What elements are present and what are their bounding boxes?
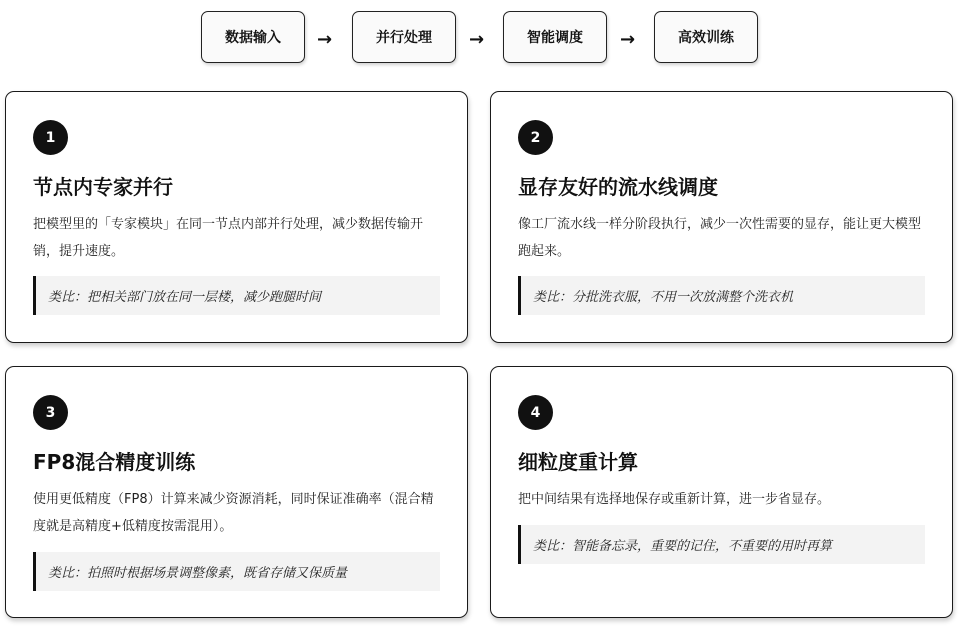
card-description: 像工厂流水线一样分阶段执行，减少一次性需要的显存，能让更大模型跑起来。 [518,217,922,259]
process-flow [0,11,960,65]
card-expert-parallel [5,91,468,343]
arrow-right-icon: → [317,29,333,50]
card-title: FP8混合精度训练 [33,450,196,474]
flow-step-scheduling: 智能调度 [503,11,607,63]
card-description: 把模型里的「专家模块」在同一节点内部并行处理，减少数据传输开销，提升速度。 [33,217,424,259]
arrow-right-icon: → [469,29,485,50]
card-title: 细粒度重计算 [518,450,638,474]
analogy-note: 类比：分批洗衣服，不用一次放满整个洗衣机 [518,276,925,315]
flow-step-data-input: 数据输入 [201,11,305,63]
flow-step-parallel: 并行处理 [352,11,456,63]
card-description: 使用更低精度（FP8）计算来减少资源消耗，同时保证准确率（混合精度就是高精度+低精度按需混用）。 [33,492,434,534]
flow-step-training: 高效训练 [654,11,758,63]
step-number-badge: 1 [33,120,68,155]
card-fp8-training [5,366,468,618]
card-description: 把中间结果有选择地保存或重新计算，进一步省显存。 [518,492,831,507]
step-number-badge: 2 [518,120,553,155]
step-number-badge: 4 [518,395,553,430]
card-pipeline-scheduling [490,91,953,343]
step-number-badge: 3 [33,395,68,430]
card-title: 节点内专家并行 [33,175,173,199]
card-recomputation [490,366,953,618]
arrow-right-icon: → [620,29,636,50]
analogy-note: 类比：拍照时根据场景调整像素，既省存储又保质量 [33,552,440,591]
analogy-note: 类比：把相关部门放在同一层楼，减少跑腿时间 [33,276,440,315]
analogy-note: 类比：智能备忘录，重要的记住，不重要的用时再算 [518,525,925,564]
card-title: 显存友好的流水线调度 [518,175,718,199]
